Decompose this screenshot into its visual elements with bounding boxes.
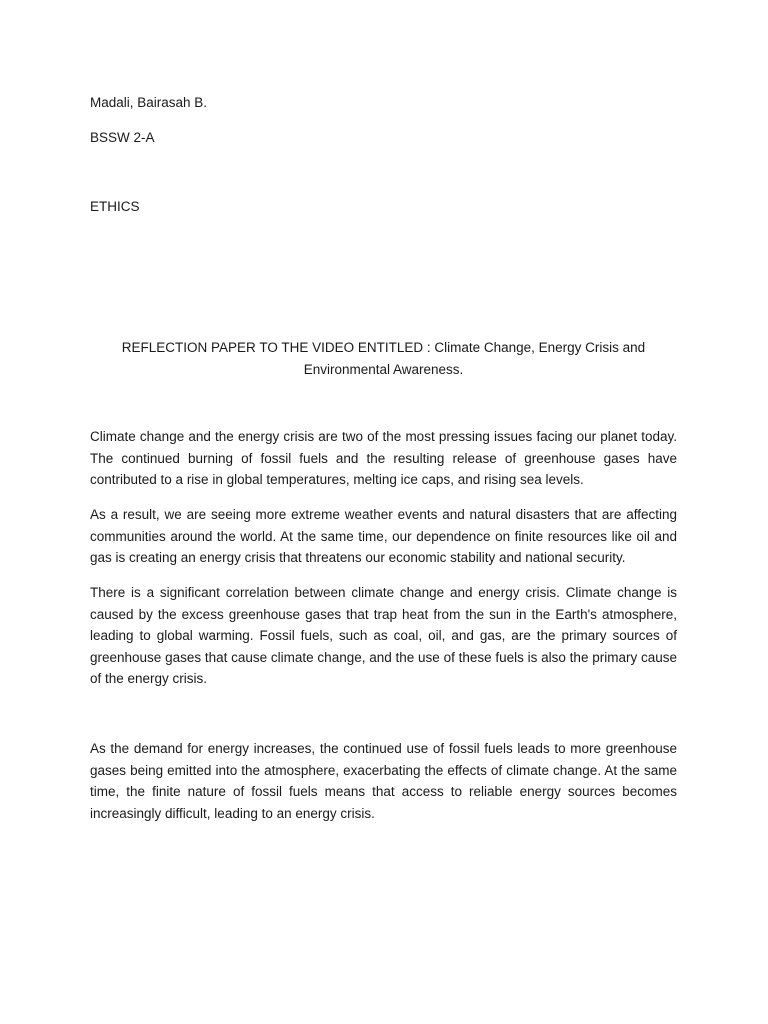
course-section: BSSW 2-A bbox=[90, 130, 155, 145]
paragraph-3: There is a significant correlation between climate change and energy crisis. Climate change is caused by the excess greenhouse gases that trap heat from the sun in the Earth's atmosphere, leading to global warming. Fossil fuels, such as coal, oil, and gas, are the primary sources of greenhouse gases that cause climate change, and the use of these fuels is also the primary cause of the energy crisis. bbox=[90, 585, 677, 687]
subject-heading: ETHICS bbox=[90, 199, 140, 214]
paragraph-4: As the demand for energy increases, the continued use of fossil fuels leads to more greenhouse gases being emitted into the atmosphere, exacerbating the effects of climate change. At the same time, the finite nature of fossil fuels means that access to reliable energy sources becomes increasingly difficult, leading to an energy crisis. bbox=[90, 741, 677, 821]
paragraph-1: Climate change and the energy crisis are two of the most pressing issues facing our planet today. The continued burning of fossil fuels and the resulting release of greenhouse gases have contributed to a rise in global temperatures, melting ice caps, and rising sea levels. bbox=[90, 429, 677, 488]
paragraph-2: As a result, we are seeing more extreme weather events and natural disasters that are affecting communities around the world. At the same time, our dependence on finite resources like oil and gas is creating an energy crisis that threatens our economic stability and national security. bbox=[90, 507, 677, 566]
author-name: Madali, Bairasah B. bbox=[90, 95, 208, 110]
document-title: REFLECTION PAPER TO THE VIDEO ENTITLED : Climate Change, Energy Crisis and Environmental Awareness. bbox=[121, 340, 646, 377]
